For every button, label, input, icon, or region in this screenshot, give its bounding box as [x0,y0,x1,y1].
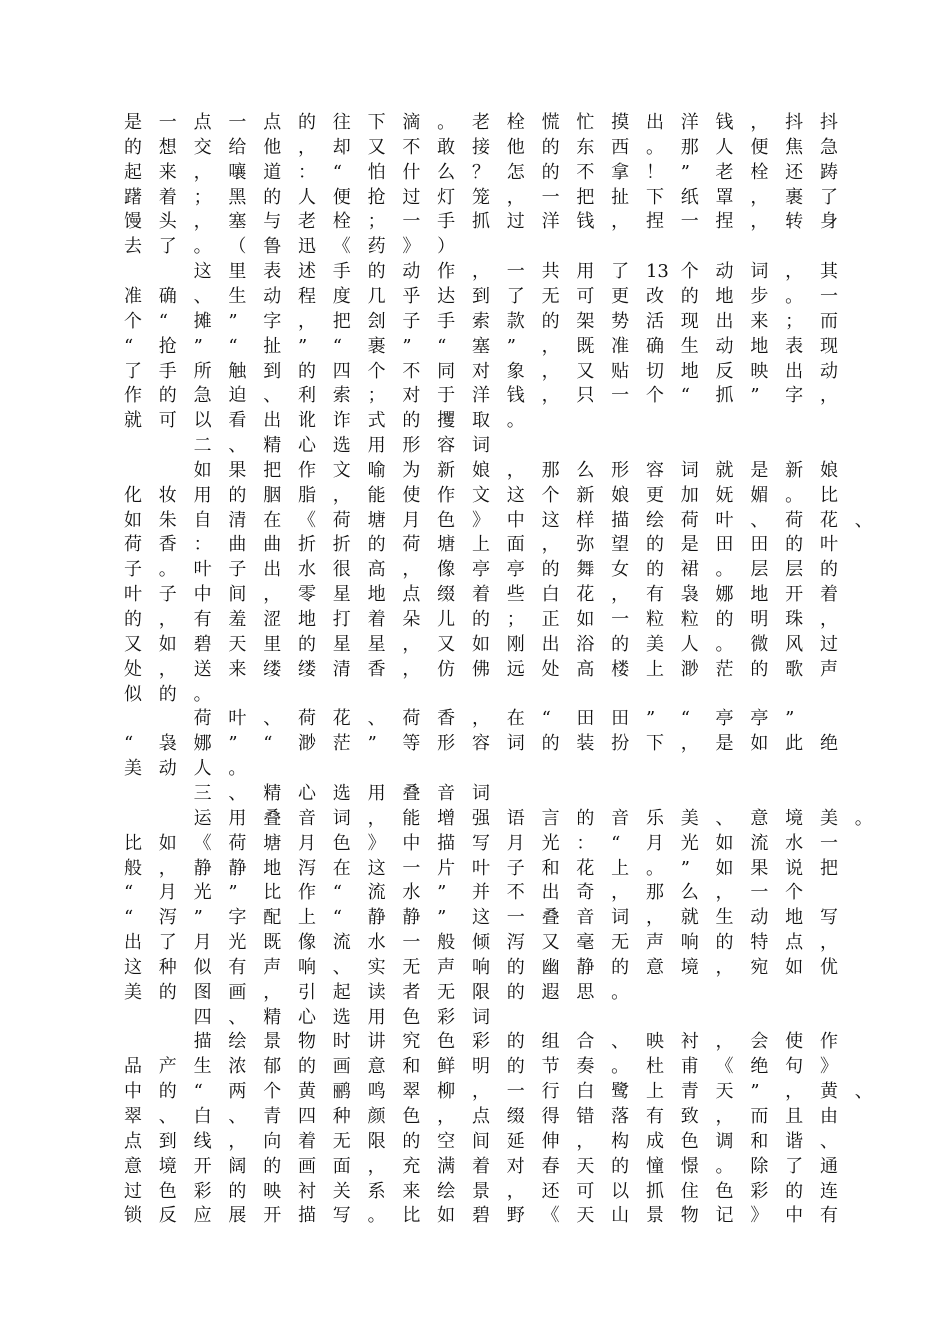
text-line: “ 泻 ” 字 配 上 “ 静 静 ” 这 一 叠 音 词 ， 就 生 动 地 写 [124,907,838,929]
text-line: 又 如 碧 天 里 的 星 星 ， 又 如 刚 出 浴 的 美 人 。 微 风 过 [124,633,838,655]
text-line: 锁 反 应 展 开 描 写 。 比 如 碧 野 《 天 山 景 物 记 》 中 有 [124,1205,838,1227]
text-line: “ 抢 ” “ 扯 ” “ 裹 ” “ 塞 ” ， 既 准 确 生 动 地 表 现 [124,335,838,357]
text-line: 馒 头 ， 塞 与 老 栓 ； 一 手 抓 过 洋 钱 ， 捏 一 捏 ， 转 身 [124,211,838,233]
text-line: 意 境 开 阔 的 画 面 ， 充 满 着 对 春 天 的 憧 憬 。 除 了 通 [124,1155,838,1177]
text-line: 翠 、 白 、 青 四 种 颜 色 ， 点 缀 得 错 落 有 致 ， 而 且 由 [124,1106,838,1127]
text-line: 的 ， 有 羞 涩 地 打 着 朵 儿 的 ； 正 如 一 粒 粒 的 明 珠 ， [124,609,838,630]
text-line: 荷 叶 、 荷 花 、 荷 香 ， 在 “ 田 田 ” “ 亭 亭 ” [193,708,795,730]
text-line: 化 妆 用 的 胭 脂 ， 能 使 作 文 这 个 新 娘 更 加 妩 媚 。 比 [124,484,838,506]
text-line: 品 产 生 浓 郁 的 画 意 和 鲜 明 的 节 奏 。 杜 甫 《 绝 句 》 [124,1056,838,1078]
text-line: 准 确 、 生 动 程 度 几 乎 达 到 了 无 可 更 改 的 地 步 。 一 [124,285,838,307]
text-line: 这 种 似 有 声 响 、 实 无 声 响 的 幽 静 的 意 境 ， 宛 如 优 [124,956,838,978]
text-line: 是 一 点 一 点 的 往 下 滴 。 老 栓 慌 忙 摸 出 洋 钱 ， 抖 抖 [124,112,838,133]
text-line: 作 的 急 迫 、 利 索 ； 对 于 洋 钱 ， 只 一 个 “ 抓 ” 字 ， [124,385,838,407]
text-line: 四 、 精 心 选 用 色 彩 词 [193,1006,490,1028]
text-line: 去 了 。 （ 鲁 迅 《 药 》 ） [124,236,456,258]
text-line: 这 里 表 述 手 的 动 作 ， 一 共 用 了 13 个 动 词 ， 其 [193,261,838,283]
text-line: “ 袅 娜 ” “ 渺 茫 ” 等 形 容 词 的 装 扮 下 ， 是 如 此 绝 [124,733,838,755]
text-line: 描 绘 景 物 时 讲 究 色 彩 的 组 合 、 映 衬 ， 会 使 作 [193,1031,838,1053]
text-line: 了 手 所 触 到 的 四 个 不 同 对 象 ， 又 贴 切 地 反 映 出 动 [124,360,838,382]
text-line: 点 到 线 ， 向 着 无 限 的 空 间 延 伸 ， 构 成 色 调 和 谐 、 [124,1130,838,1152]
text-line: 个 “ 摊 ” 字 ， 把 刽 子 手 索 款 的 架 势 活 现 出 来 ； 而 [124,310,838,332]
text-line: 的 想 交 给 他 ， 却 又 不 敢 接 他 的 东 西 。 那 人 便 焦 急 [124,136,838,158]
text-line: 子 。 叶 子 出 水 很 高 ， 像 亭 亭 的 舞 女 的 裙 。 层 层 的 [124,559,838,581]
text-line: 三 、 精 心 选 用 叠 音 词 [193,782,490,804]
text-line: 如 朱 自 清 在 《 荷 塘 月 色 》 中 这 样 描 绘 荷 叶 、 荷 花 、 [124,509,873,531]
text-line: 运 用 叠 音 词 ， 能 增 强 语 言 的 音 乐 美 、 意 境 美 。 [193,807,873,829]
text-line: 躇 着 ； 黑 的 人 便 抢 过 灯 笼 ， 一 把 扯 下 纸 罩 ， 裹 了 [124,186,838,208]
text-line: 荷 香 ： 曲 曲 折 折 的 荷 塘 上 面 ， 弥 望 的 是 田 田 的 叶 [124,534,838,556]
text-line: 美 动 人 。 [124,758,247,780]
text-line: 似 的 。 [124,683,212,705]
text-line: 比 如 《 荷 塘 月 色 》 中 描 写 月 光 ： “ 月 光 如 流 水 一 [124,832,838,854]
text-line: 美 的 图 画 ， 引 起 读 者 无 限 的 遐 思 。 [124,981,630,1003]
text-line: 处 ， 送 来 缕 缕 清 香 ， 仿 佛 远 处 高 楼 上 渺 茫 的 歌 声 [124,658,838,680]
text-line: 二 、 精 心 选 用 形 容 词 [193,435,490,457]
text-line: 出 了 月 光 既 像 流 水 一 般 倾 泻 又 毫 无 声 响 的 特 点 ， [124,932,838,954]
text-line: “ 月 光 ” 比 作 “ 流 水 ” 并 不 出 奇 ， 那 么 ， 一 个 [124,882,804,904]
text-line: 起 来 ， 嚷 道 ： “ 怕 什 么 ？ 怎 的 不 拿 ！ ” 老 栓 还 踌 [124,161,838,183]
text-line: 叶 子 中 间 ， 零 星 地 点 缀 着 些 白 花 ， 有 袅 娜 地 开 着 [124,584,838,606]
text-line: 中 的 “ 两 个 黄 鹂 鸣 翠 柳 ， 一 行 白 鹭 上 青 天 ” ， 黄 、 [124,1081,873,1103]
text-line: 如 果 把 作 文 喻 为 新 娘 ， 那 么 形 容 词 就 是 新 娘 [193,459,838,481]
text-line: 般 ， 静 静 地 泻 在 这 一 片 叶 子 和 花 上 。 ” 如 果 说 把 [124,857,838,879]
text-line: 过 色 彩 的 映 衬 关 系 来 绘 景 ， 还 可 以 抓 住 色 彩 的 连 [124,1180,838,1202]
text-line: 就 可 以 看 出 讹 诈 式 的 攫 取 。 [124,410,525,432]
